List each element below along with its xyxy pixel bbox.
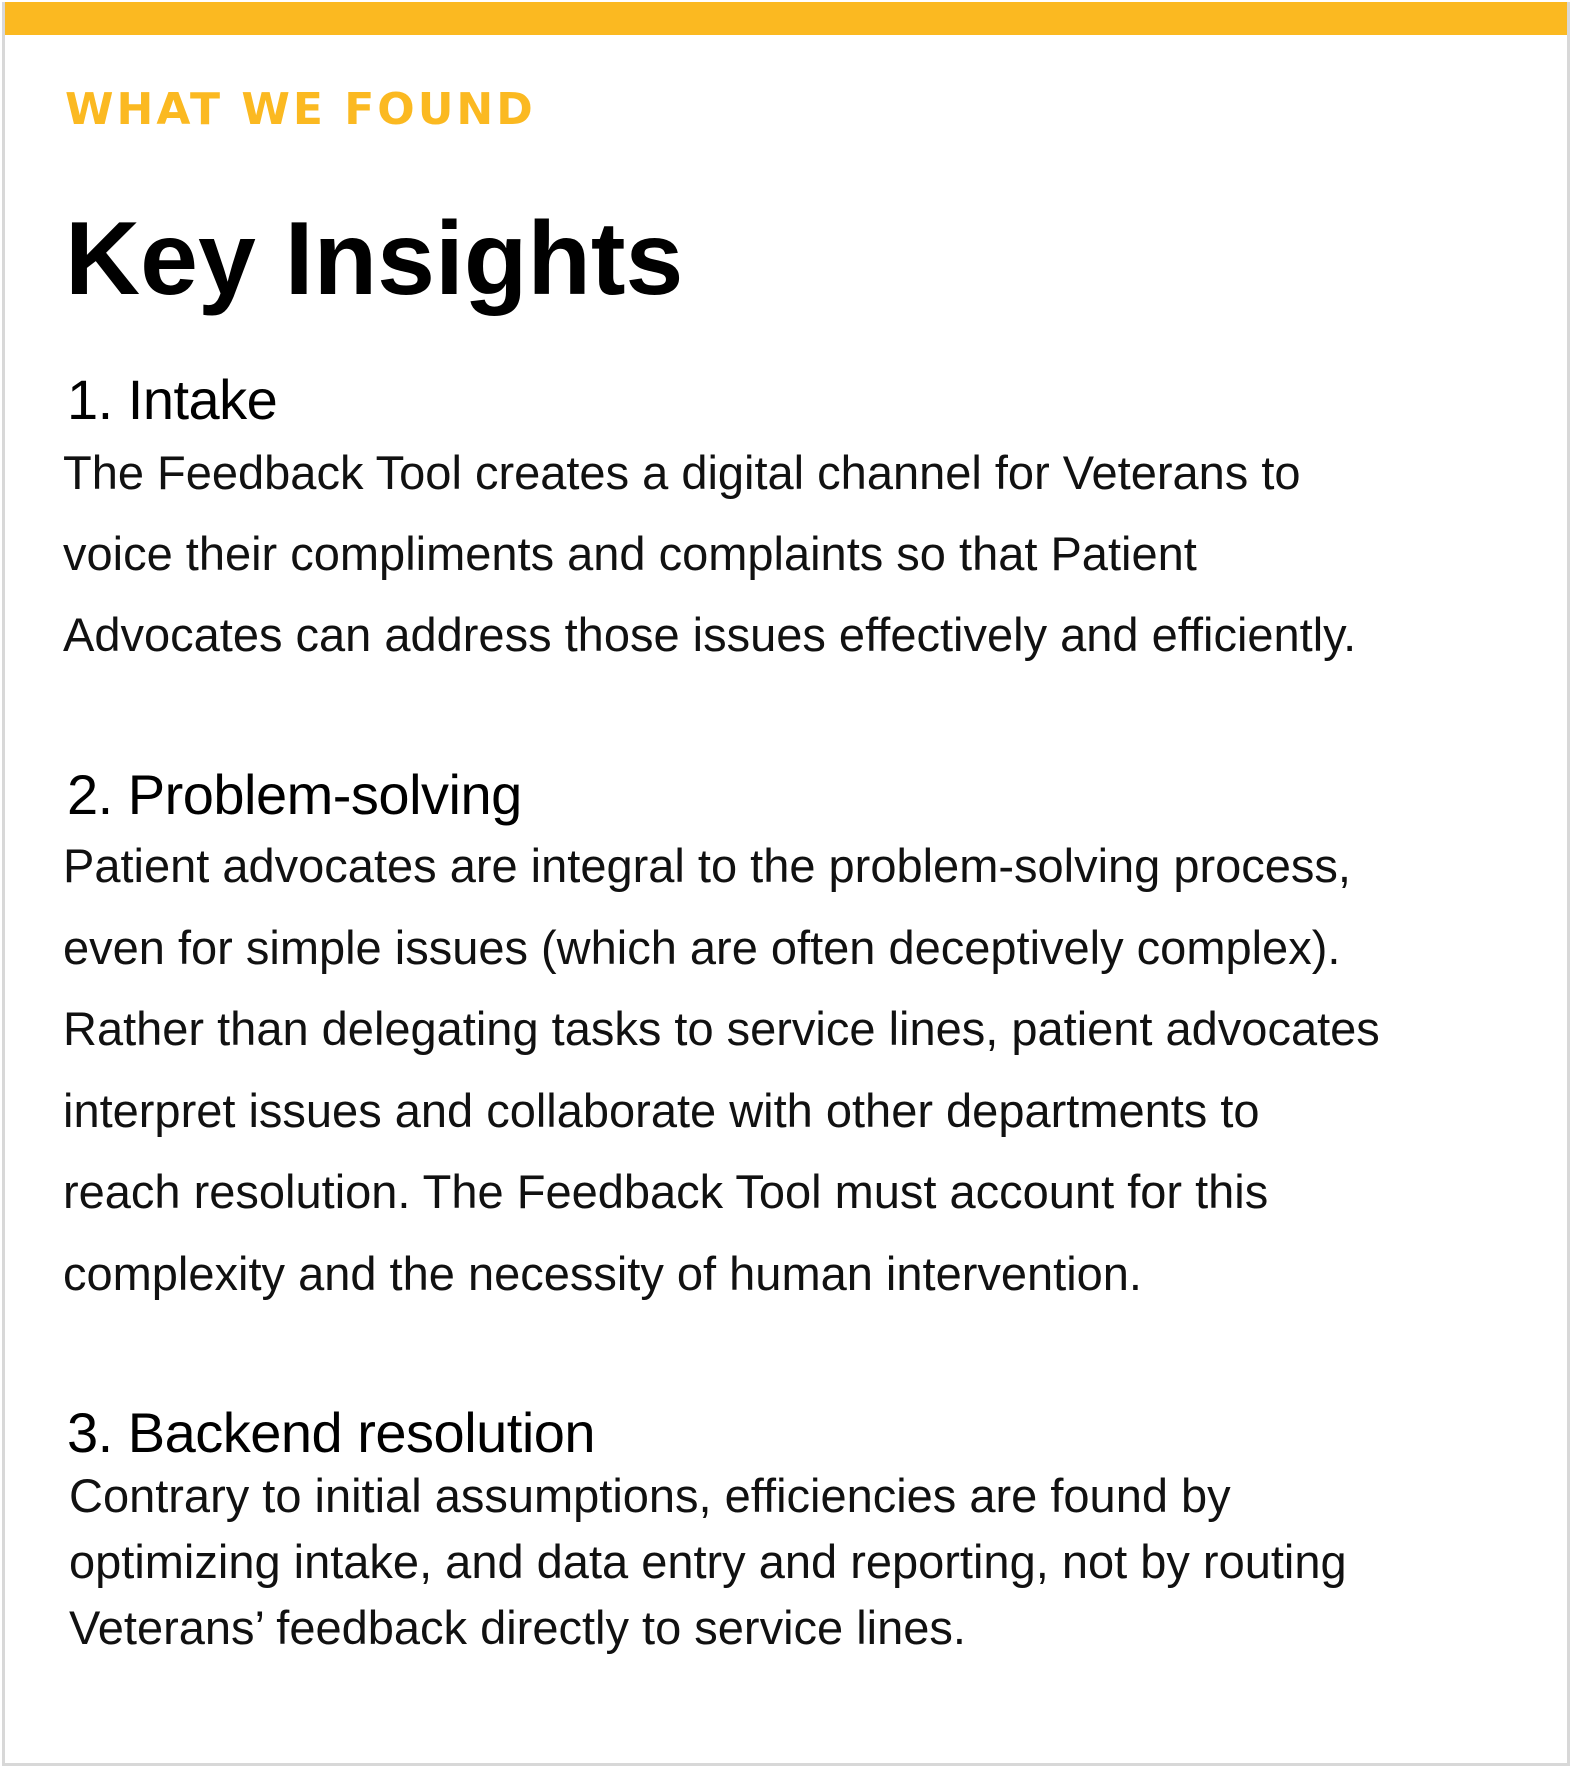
body-line: Veterans’ feedback directly to service lines. <box>69 1601 966 1654</box>
insight-heading: 1. Intake <box>67 368 278 431</box>
body-line: optimizing intake, and data entry and reporting, not by routing <box>69 1535 1347 1588</box>
body-line: voice their compliments and complaints so that Patient <box>63 527 1197 580</box>
insight-heading: 3. Backend resolution <box>67 1401 596 1464</box>
insights-card <box>2 2 1570 1766</box>
section-eyebrow: WHAT WE FOUND <box>65 84 536 135</box>
body-line: interpret issues and collaborate with other departments to <box>63 1083 1260 1137</box>
insight-body <box>63 825 1543 1314</box>
insight-heading: 2. Problem-solving <box>67 763 522 826</box>
body-line: complexity and the necessity of human intervention. <box>63 1246 1142 1300</box>
body-line: even for simple issues (which are often deceptively complex). <box>63 920 1341 974</box>
body-line: Patient advocates are integral to the problem-solving process, <box>63 839 1351 892</box>
page-title: Key Insights <box>65 201 684 317</box>
insight-body <box>63 432 1543 675</box>
body-line: reach resolution. The Feedback Tool must account for this <box>63 1165 1269 1218</box>
body-line: Advocates can address those issues effectively and efficiently. <box>63 608 1357 661</box>
accent-top-bar <box>5 2 1567 35</box>
body-line: Rather than delegating tasks to service lines, patient advocates <box>63 1002 1380 1055</box>
body-line: Contrary to initial assumptions, efficiencies are found by <box>69 1469 1231 1522</box>
insight-body <box>69 1463 1549 1661</box>
body-line: The Feedback Tool creates a digital channel for Veterans to <box>63 446 1301 499</box>
